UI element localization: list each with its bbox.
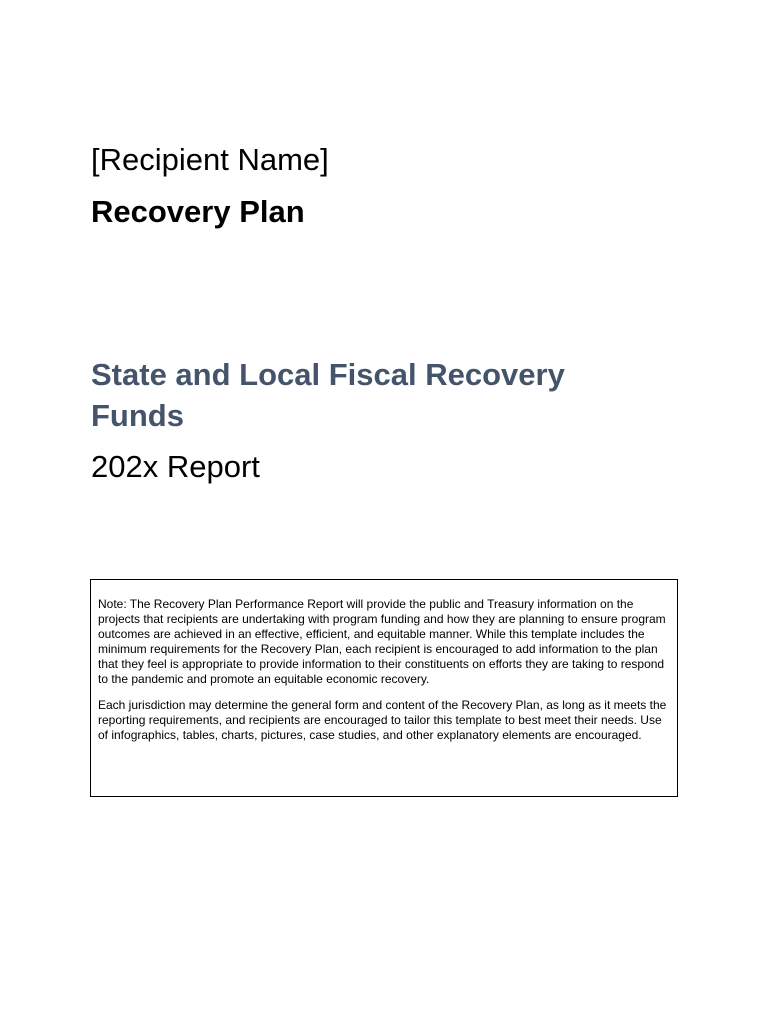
report-year: 202x Report [91,449,260,484]
note-paragraph-1: Note: The Recovery Plan Performance Report will provide the public and Treasury information on the projects that recipients are undertaking with program funding and how they are planning to ensure program outcomes are achieved in an effective, efficient, and equitable manner. While this template includes the minimum requirements for the Recovery Plan, each recipient is encouraged to add information to the plan that they feel is appropriate to provide information to their constituents on efforts they are taking to respond to the pandemic and promote an equitable economic recovery. [98,597,666,686]
plan-title: Recovery Plan [91,194,305,229]
note-box [90,579,678,797]
note-paragraph-2: Each jurisdiction may determine the general form and content of the Recovery Plan, as long as it meets the reporting requirements, and recipients are encouraged to tailor this template to best meet their needs. Use of infographics, tables, charts, pictures, case studies, and other explanatory elements are encouraged. [98,698,667,743]
program-title: State and Local Fiscal Recovery Funds [91,357,565,433]
recipient-name: [Recipient Name] [91,142,329,177]
